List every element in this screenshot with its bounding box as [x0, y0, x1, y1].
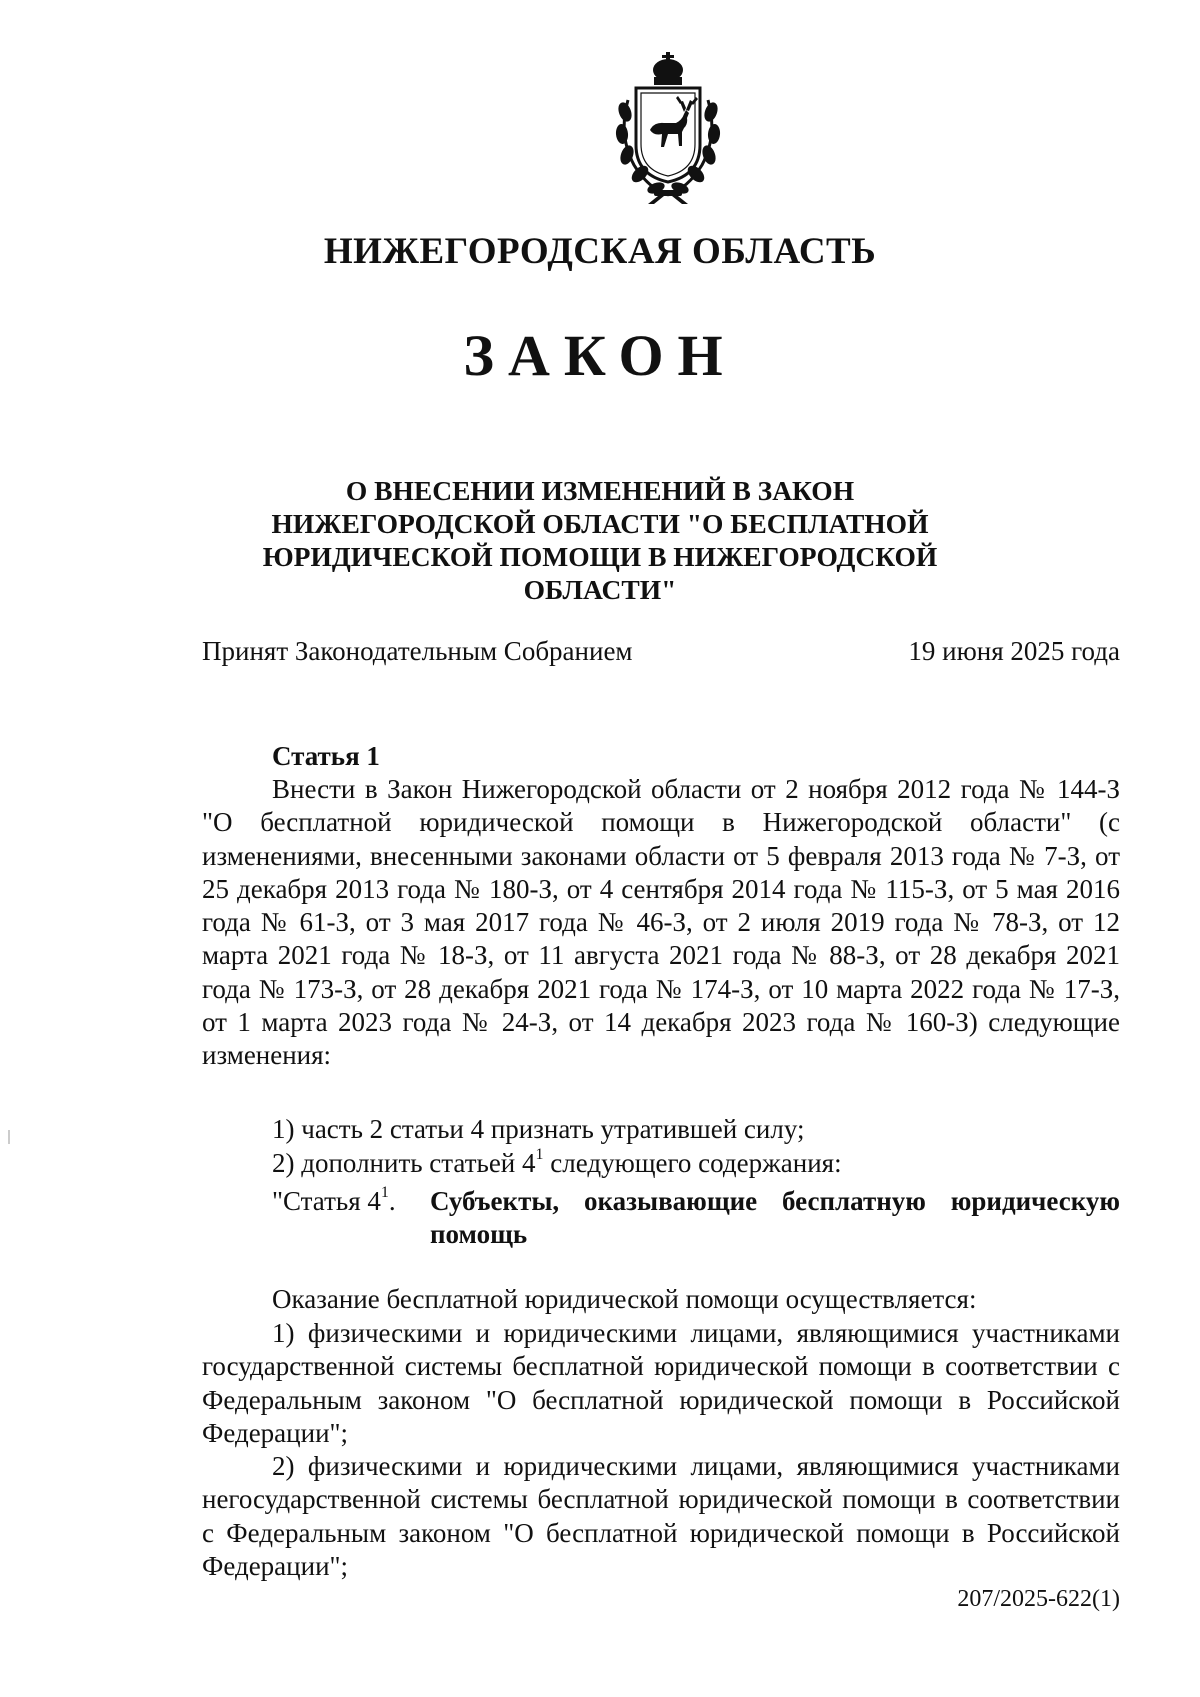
coat-of-arms-emblem	[598, 50, 738, 205]
amendment-item-2-text: 2) дополнить статьей 4	[272, 1148, 536, 1178]
provision-item-1: 1) физическими и юридическими лицами, являющимися участниками государственной системы бесплатной юридической помощи в соответствии с Федеральным законом "О бесплатной юридической помощи в Российской Федерации";	[202, 1318, 1120, 1448]
article-intro-paragraph: Внести в Закон Нижегородской области от 2 ноября 2012 года № 144-З "О бесплатной юридической помощи в Нижегородской области" (с изменениями, внесенными законами области от 5 февраля 2013 года № 7-З, от 25 декабря 2013 года № 180-З, от 4 сентября 2014 года № 115-З, от 5 мая 2016 года № 61-З, от 3 мая 2017 года № 46-З, от 2 июля 2019 года № 78-З, от 12 марта 2021 года № 18-З, от 11 августа 2021 года № 88-З, от 28 декабря 2021 года № 173-З, от 28 декабря 2021 года № 174-З, от 10 марта 2022 года № 17-З, от 1 марта 2023 года № 24-З, от 14 декабря 2023 года № 160-З) следующие изменения:	[202, 774, 1120, 1071]
document-type-heading: ЗАКОН	[463, 323, 737, 388]
adoption-date: 19 июня 2025 года	[908, 636, 1120, 666]
new-article-title: Субъекты, оказывающие бесплатную юридическую помощь	[430, 1186, 1120, 1250]
scan-margin-mark	[8, 1130, 10, 1144]
article-heading: Статья 1	[272, 741, 380, 771]
amendment-item-1: 1) часть 2 статьи 4 признать утратившей силу;	[272, 1114, 805, 1144]
region-heading: НИЖЕГОРОДСКАЯ ОБЛАСТЬ	[323, 231, 877, 272]
law-title: О ВНЕСЕНИИ ИЗМЕНЕНИЙ В ЗАКОН НИЖЕГОРОДСКОЙ ОБЛАСТИ "О БЕСПЛАТНОЙ ЮРИДИЧЕСКОЙ ПОМОЩИ В НИЖЕГОРОДСКОЙ ОБЛАСТИ"	[262, 475, 938, 605]
provision-intro: Оказание бесплатной юридической помощи осуществляется:	[272, 1284, 977, 1314]
amendment-item-2-superscript: 1	[535, 1146, 544, 1163]
adoption-line	[202, 636, 1120, 667]
adopted-by: Принят Законодательным Собранием	[202, 636, 633, 666]
document-number: 207/2025-622(1)	[957, 1586, 1120, 1612]
amendment-item-2	[272, 1147, 1120, 1180]
new-article-label: "Статья $4^1$.	[272, 1184, 396, 1216]
amendment-item-2-tail: следующего содержания:	[543, 1148, 842, 1178]
provision-item-2: 2) физическими и юридическими лицами, являющимися участниками негосударственной системы бесплатной юридической помощи в соответствии с Федеральным законом "О бесплатной юридической помощи в Российской Федерации";	[202, 1451, 1120, 1581]
